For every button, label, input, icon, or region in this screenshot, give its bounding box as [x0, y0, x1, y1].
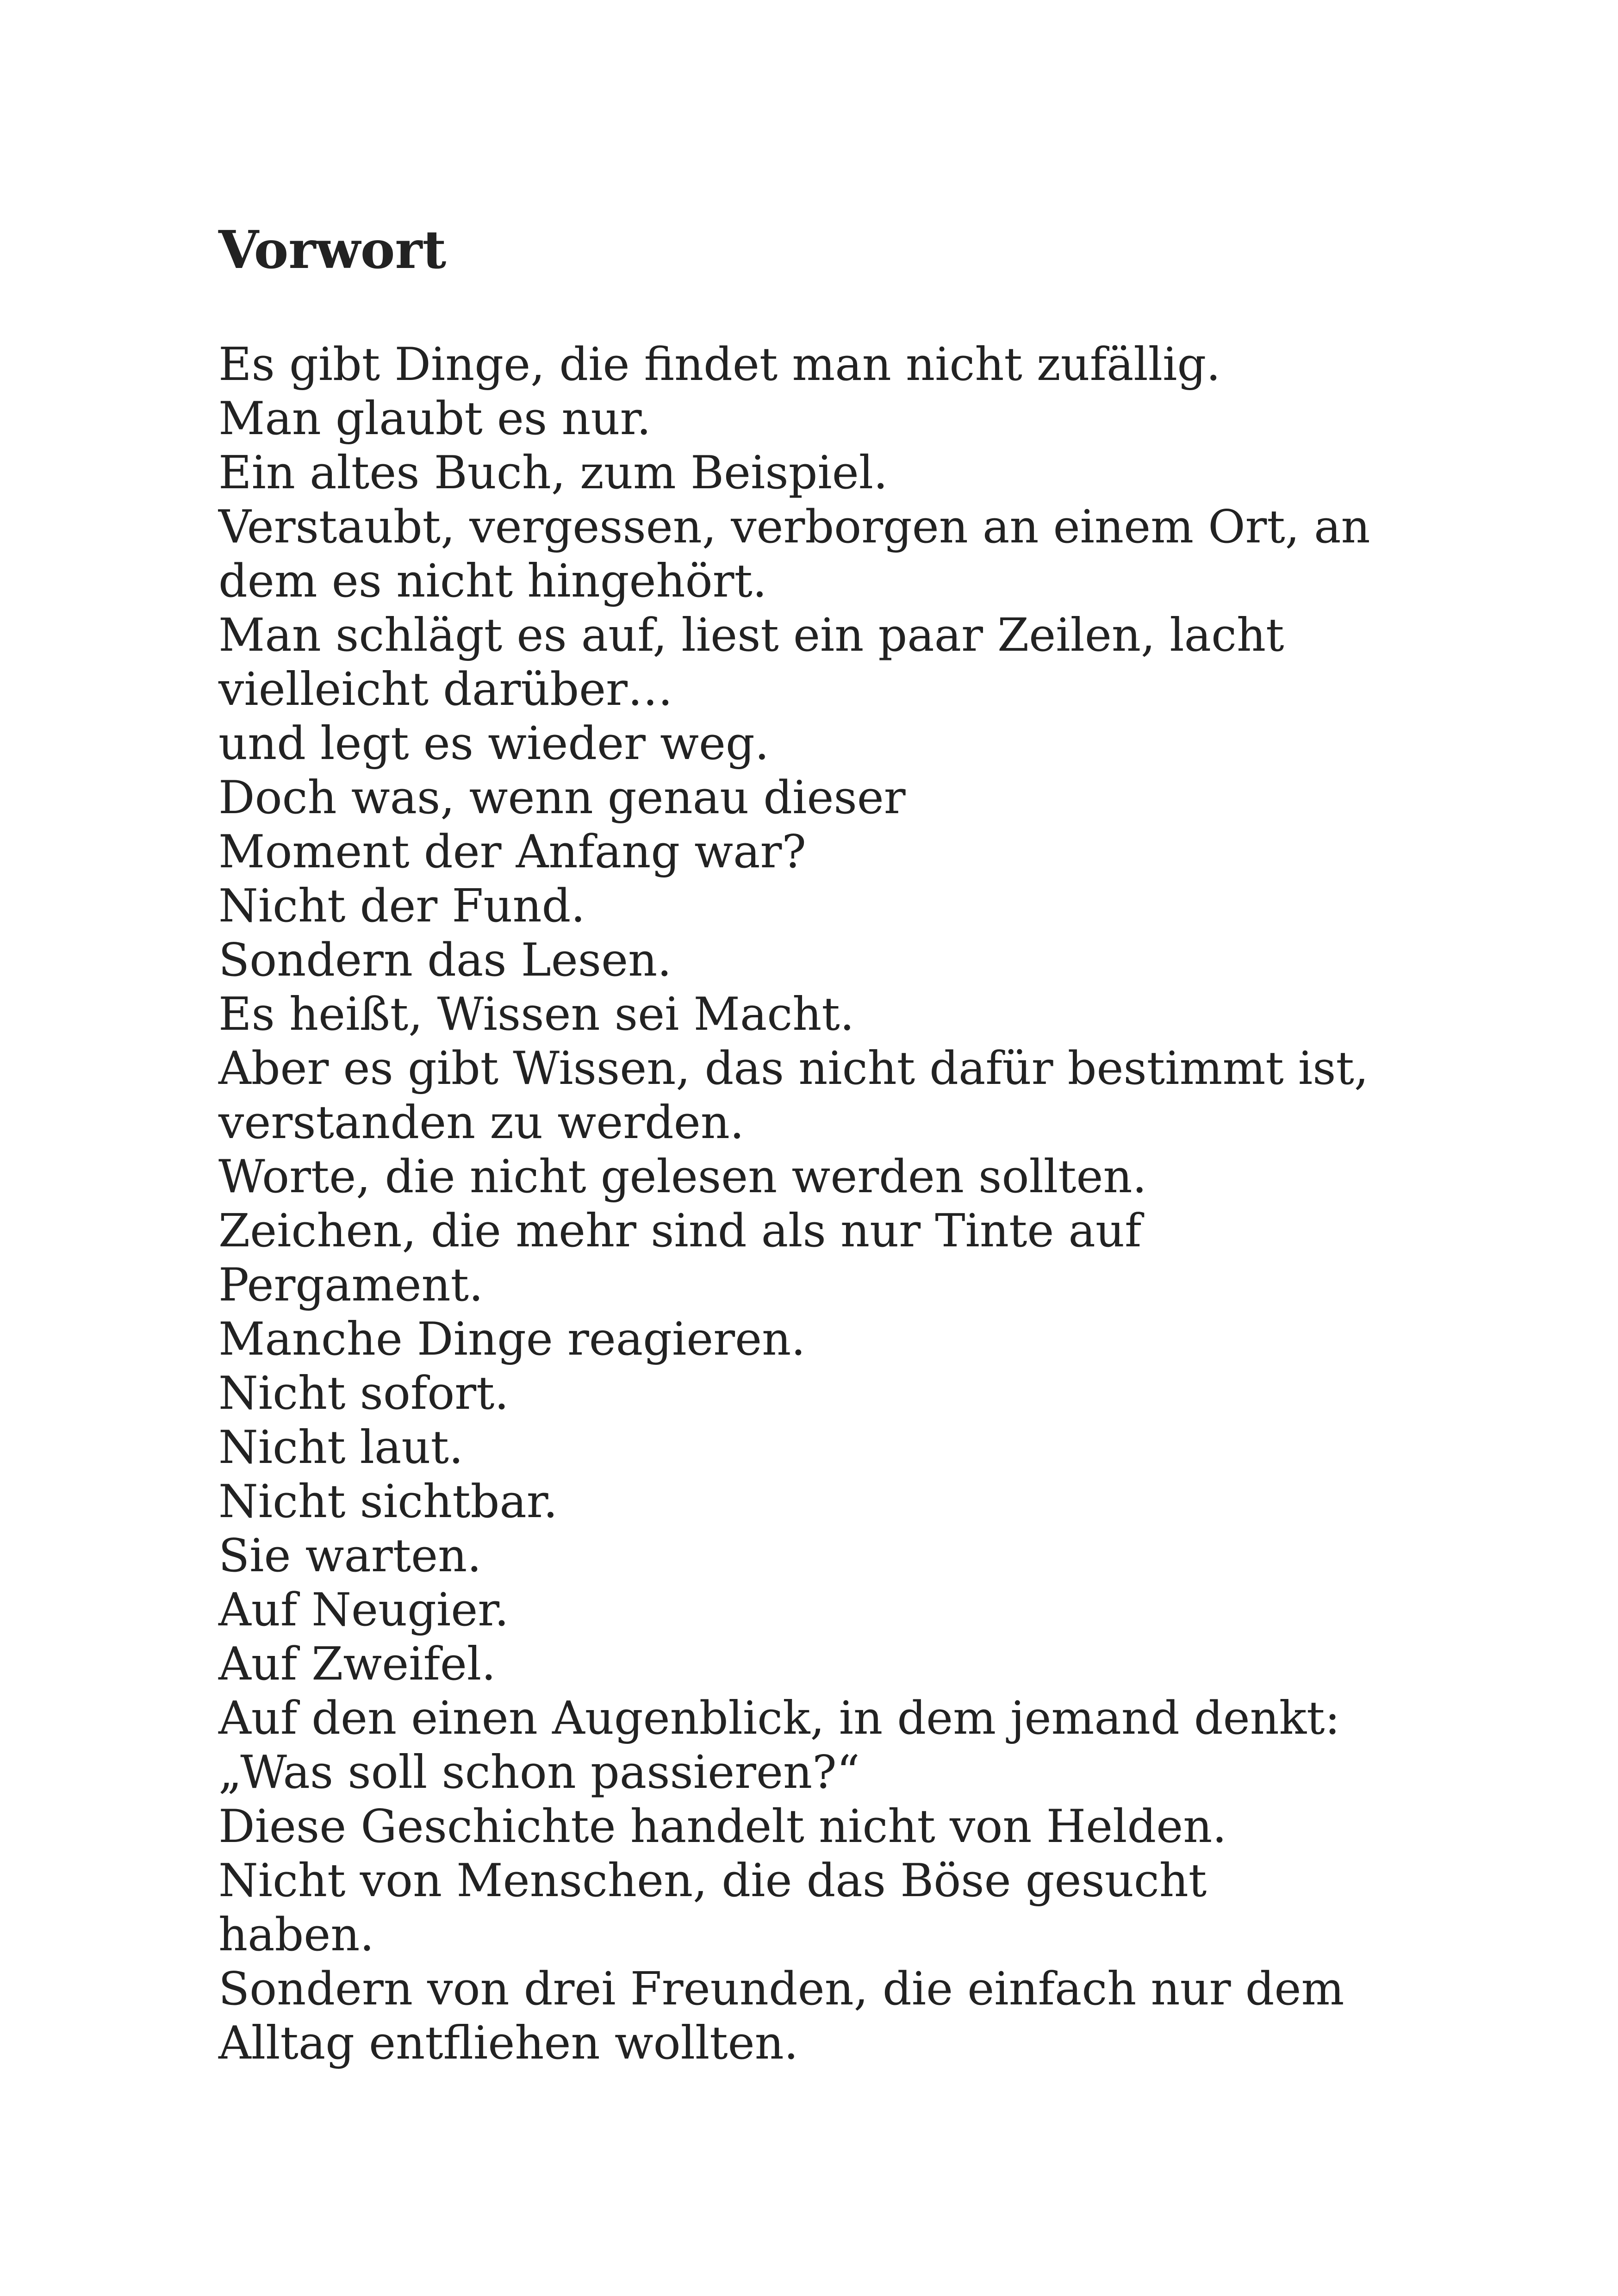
text-line: „Was soll schon passieren?“: [218, 1746, 860, 1799]
text-line: Es gibt Dinge, die findet man nicht zufällig.: [218, 338, 1221, 391]
text-line: Doch was, wenn genau dieser: [218, 772, 906, 824]
text-line: Aber es gibt Wissen, das nicht dafür bestimmt ist,: [218, 1042, 1369, 1095]
page-title: Vorwort: [218, 220, 447, 280]
text-line: Es heißt, Wissen sei Macht.: [218, 988, 854, 1041]
text-line: Ein altes Buch, zum Beispiel.: [218, 447, 888, 499]
text-line: Verstaubt, vergessen, verborgen an einem Ort, an: [218, 501, 1370, 554]
text-line: Worte, die nicht gelesen werden sollten.: [218, 1151, 1147, 1203]
text-line: Zeichen, die mehr sind als nur Tinte auf: [218, 1205, 1142, 1257]
text-line: Auf Zweifel.: [218, 1638, 496, 1691]
text-line: Sie warten.: [218, 1530, 482, 1582]
text-line: Sondern von drei Freunden, die einfach nur dem: [218, 1963, 1344, 2016]
text-line: Sondern das Lesen.: [218, 934, 672, 987]
text-line: Man glaubt es nur.: [218, 392, 651, 445]
text-line: und legt es wieder weg.: [218, 717, 769, 770]
text-line: Nicht von Menschen, die das Böse gesucht: [218, 1854, 1207, 1907]
text-line: verstanden zu werden.: [218, 1096, 745, 1149]
text-line: Nicht sofort.: [218, 1367, 509, 1420]
text-line: Auf den einen Augenblick, in dem jemand denkt:: [218, 1692, 1340, 1745]
text-line: Nicht laut.: [218, 1421, 464, 1474]
text-line: Nicht sichtbar.: [218, 1475, 558, 1528]
text-line: Pergament.: [218, 1259, 484, 1312]
text-line: Auf Neugier.: [218, 1584, 509, 1636]
text-line: dem es nicht hingehört.: [218, 555, 767, 608]
body-text: [218, 338, 1422, 2071]
text-line: Nicht der Fund.: [218, 880, 585, 933]
text-line: Moment der Anfang war?: [218, 826, 806, 878]
page-content: [218, 216, 1422, 2071]
text-line: Man schlägt es auf, liest ein paar Zeilen, lacht: [218, 609, 1284, 662]
text-line: haben.: [218, 1909, 374, 1961]
text-line: vielleicht darüber…: [218, 663, 673, 716]
text-line: Alltag entfliehen wollten.: [218, 2017, 798, 2070]
text-line: Diese Geschichte handelt nicht von Helden.: [218, 1800, 1227, 1853]
text-line: Manche Dinge reagieren.: [218, 1313, 806, 1366]
